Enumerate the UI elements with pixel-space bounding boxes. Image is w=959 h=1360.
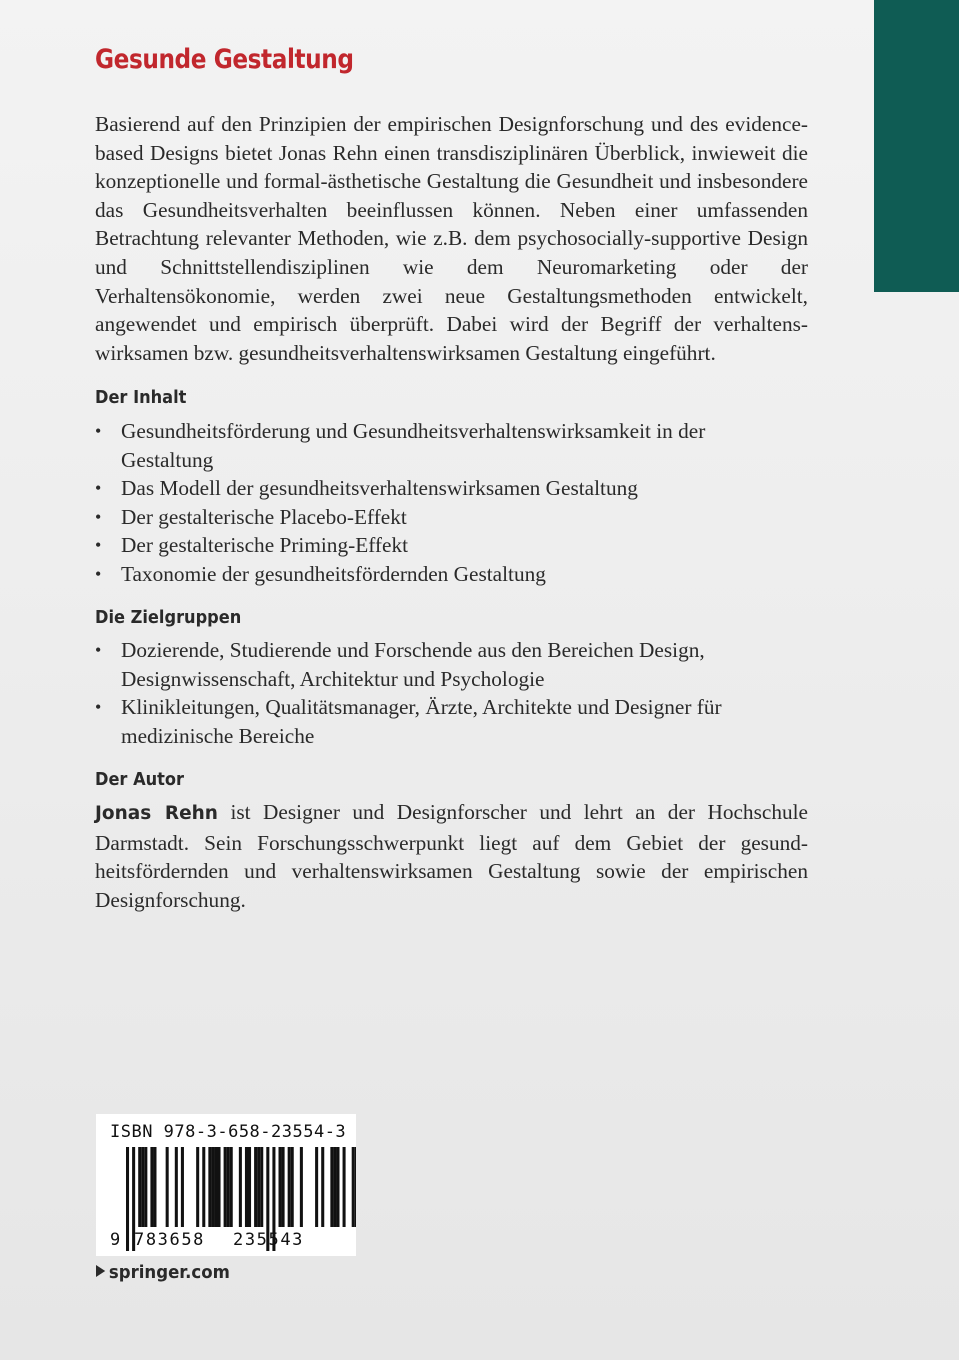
list-item: • Klinikleitungen, Qualitätsmanager, Ärzte, Architekte und Designer für medizinische Bereiche (95, 693, 808, 750)
barcode-bar (175, 1147, 178, 1227)
barcode-bar (300, 1147, 303, 1227)
author-name: Jonas Rehn (95, 803, 218, 824)
audience-list (95, 636, 808, 750)
barcode-digit-group-2: 235543 (233, 1230, 305, 1250)
accent-color-bar (874, 0, 959, 292)
barcode-bar (224, 1147, 227, 1227)
barcode-bar (211, 1147, 214, 1227)
list-item: • Taxonomie der gesundheitsfördernden Gestaltung (95, 560, 808, 589)
barcode-bar (245, 1147, 248, 1227)
barcode-bar (230, 1147, 233, 1227)
isbn-label: ISBN 978-3-658-23554-3 (110, 1122, 347, 1142)
audience-heading: Die Zielgruppen (95, 607, 242, 628)
barcode-bar (355, 1147, 356, 1227)
list-item: • Der gestalterische Placebo-Effekt (95, 503, 808, 532)
barcode-bar (282, 1147, 285, 1227)
publisher-link-text: springer.com (108, 1262, 230, 1283)
barcode-bar (218, 1147, 221, 1227)
barcode-bar (291, 1147, 294, 1227)
contents-list (95, 417, 808, 589)
barcode-bar (260, 1147, 263, 1227)
barcode-bar (227, 1147, 230, 1227)
barcode-bar (181, 1147, 184, 1227)
barcode-bar (315, 1147, 318, 1227)
barcode-bar (202, 1147, 205, 1227)
barcode-bar (208, 1147, 211, 1227)
author-heading: Der Autor (95, 769, 185, 790)
barcode-bar (141, 1147, 144, 1227)
barcode-bar (196, 1147, 199, 1227)
barcode-bar (257, 1147, 260, 1227)
barcode-graphic (96, 1114, 356, 1256)
barcode-digit-group-1: 783658 (134, 1230, 206, 1250)
barcode-bar (166, 1147, 169, 1227)
barcode-bar (214, 1147, 217, 1227)
list-item: • Das Modell der gesundheitsverhaltenswirksamen Gestaltung (95, 474, 808, 503)
barcode-bar (352, 1147, 355, 1227)
barcode-bar (343, 1147, 346, 1227)
barcode-bar (321, 1147, 324, 1227)
barcode-bar (288, 1147, 291, 1227)
barcode-bar (333, 1147, 336, 1227)
barcode-bar (138, 1147, 141, 1227)
barcode-first-digit: 9 (110, 1230, 121, 1250)
book-title: Gesunde Gestaltung (95, 44, 354, 75)
author-bio: ist Designer und Designforscher und lehrt an der Hochschule Darmstadt. Sein Forschungsschwerpunkt liegt auf dem Gebiet der gesundheitsfördernden und verhaltenswirksamen Gestaltung sowie der empirischen Designforschung. (95, 800, 808, 912)
publisher-link[interactable] (96, 1262, 230, 1283)
barcode-bar (239, 1147, 242, 1227)
arrow-right-icon (96, 1265, 105, 1277)
list-item: • Der gestalterische Priming-Effekt (95, 531, 808, 560)
contents-heading: Der Inhalt (95, 387, 187, 408)
isbn-barcode (96, 1114, 356, 1256)
barcode-bar (330, 1147, 333, 1227)
book-description: Basierend auf den Prinzipien der empirischen Designforschung und des evidence-based Designs bietet Jonas Rehn einen transdisziplinären Überblick, inwieweit die konzeptionelle und formal-ästhetische Gestaltung die Gesundheit und insbesondere das Gesundheitsverhalten beeinflussen können. Neben einer umfassenden Betrachtung relevanter Methoden, wie z.B. dem psychosocially-supportive Design und Schnittstellendisziplinen wie dem Neuromarketing oder der Verhaltensökonomie, werden zwei neue Gestaltungsmethoden entwickelt, angewendet und empirisch überprüft. Dabei wird der Begriff der verhaltenswirksamen bzw. gesundheitsverhaltenswirksamen Gestaltung eingeführt. (95, 112, 808, 365)
list-item: • Gesundheitsförderung und Gesundheitsverhaltenswirksamkeit in der Gestaltung (95, 417, 808, 474)
list-item: • Dozierende, Studierende und Forschende aus den Bereichen Design, Designwissenschaft, Architektur und Psychologie (95, 636, 808, 693)
barcode-bar (150, 1147, 153, 1227)
barcode-bar (279, 1147, 282, 1227)
author-bio-paragraph (95, 798, 808, 914)
barcode-bar (153, 1147, 156, 1227)
barcode-bar (144, 1147, 147, 1227)
barcode-bar (254, 1147, 257, 1227)
barcode-bar (336, 1147, 339, 1227)
barcode-bar (248, 1147, 251, 1227)
barcode-guard-bar (126, 1147, 129, 1251)
